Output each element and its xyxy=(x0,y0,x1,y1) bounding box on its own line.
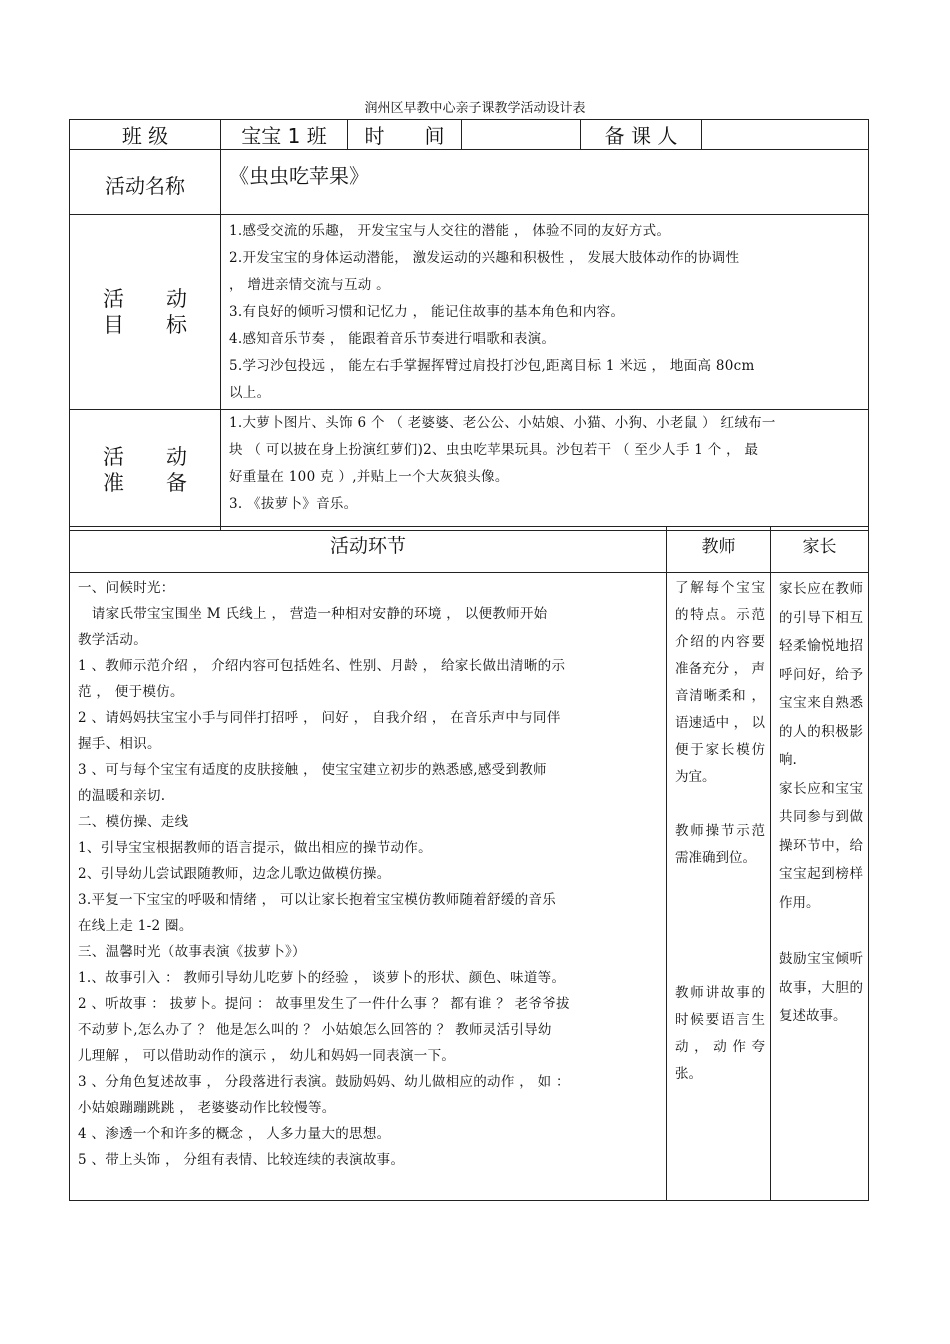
teacher-notes xyxy=(667,573,771,1201)
teacher-note: 了解每个宝宝的特点。示范介绍的内容要准备充分 ， 声音清晰柔和 ， 语速适中 ， 以便于家长模仿为宜。 xyxy=(675,580,765,785)
step-line: 范 ， 便于模仿。 xyxy=(78,684,184,700)
step-line: 三、温馨时光（故事表演《拔萝卜》） xyxy=(78,944,306,960)
prep-line: 块 （ 可以披在身上扮演红萝们)2、虫虫吃苹果玩具。沙包若干 （ 至少人手 1 个 ， 最 xyxy=(229,442,759,458)
spacer xyxy=(779,917,863,945)
section-header-row xyxy=(70,527,869,573)
goal-line: 1.感受交流的乐趣， 开发宝宝与人交往的潜能 ， 体验不同的友好方式。 xyxy=(229,222,671,239)
goals-label-line2: 目 标 xyxy=(103,313,187,337)
goal-line: 3.有良好的倾听习惯和记忆力 ， 能记住故事的基本角色和内容。 xyxy=(229,303,625,320)
step-line: 小姑娘蹦蹦跳跳 ， 老婆婆动作比较慢等。 xyxy=(78,1100,336,1116)
step-line: 二、模仿操、走线 xyxy=(78,814,189,830)
goal-line: 5.学习沙包投远 ， 能左右手掌握挥臂过肩投打沙包,距离目标 1 米远 ， 地面高 80cm xyxy=(229,357,755,374)
parent-note: 鼓励宝宝倾听故事，大胆的复述故事。 xyxy=(779,951,863,1024)
prep-content xyxy=(221,410,869,531)
plan-info-table xyxy=(69,119,869,531)
step-line: 4 、渗透一个和许多的概念 ， 人多力量大的思想。 xyxy=(78,1126,391,1142)
step-line: 一、问候时光： xyxy=(78,580,175,596)
step-line: 握手、相识。 xyxy=(78,736,161,752)
prep-line: 3. 《拔萝卜》音乐。 xyxy=(229,496,358,512)
step-line: 在线上走 1-2 圈。 xyxy=(78,918,193,934)
time-label: 时 间 xyxy=(348,120,462,150)
step-line: 3 、可与每个宝宝有适度的皮肤接触 ， 使宝宝建立初步的熟悉感,感受到教师 xyxy=(78,762,547,778)
activity-name-label: 活动名称 xyxy=(70,150,221,215)
preparer-label: 备 课 人 xyxy=(581,120,702,150)
prep-line: 1.大萝卜图片、头饰 6 个 （ 老婆婆、老公公、小姑娘、小猫、小狗、小老鼠 ） 红绒布一 xyxy=(229,415,776,431)
time-value xyxy=(462,120,581,150)
step-line: 5 、带上头饰 ， 分组有表情、比较连续的表演故事。 xyxy=(78,1152,405,1168)
step-line: 1.、故事引入 ： 教师引导幼儿吃萝卜的经验 ， 谈萝卜的形状、颜色、味道等。 xyxy=(78,970,566,986)
goal-line: 2.开发宝宝的身体运动潜能， 激发运动的兴趣和积极性 ， 发展大肢体动作的协调性 xyxy=(229,249,740,266)
goals-row xyxy=(70,215,869,410)
preparer-value xyxy=(702,120,869,150)
activity-name-value: 《虫虫吃苹果》 xyxy=(221,150,869,215)
step-line: 3.平复一下宝宝的呼吸和情绪 ， 可以让家长抱着宝宝模仿教师随着舒缓的音乐 xyxy=(78,892,557,908)
step-line: 1、引导宝宝根据教师的语言提示，做出相应的操节动作。 xyxy=(78,840,432,856)
goal-line: ， 增进亲情交流与互动 。 xyxy=(229,276,390,293)
step-line: 3 、分角色复述故事 ， 分段落进行表演。鼓励妈妈、幼儿做相应的动作 ， 如 ： xyxy=(78,1074,570,1090)
prep-label xyxy=(70,410,221,531)
document-title: 润州区早教中心亲子课教学活动设计表 xyxy=(364,101,586,116)
parent-header: 家长 xyxy=(771,527,869,573)
step-line: 不动萝卜,怎么办了 ？ 他是怎么叫的 ？ 小姑娘怎么回答的 ？ 教师灵活引导幼 xyxy=(78,1022,552,1038)
steps-content-row xyxy=(70,573,869,1201)
prep-label-line2: 准 备 xyxy=(103,471,187,495)
class-label: 班 级 xyxy=(70,120,221,150)
steps-content xyxy=(70,573,667,1201)
step-line: 2 、请妈妈扶宝宝小手与同伴打招呼 ， 问好 ， 自我介绍 ， 在音乐声中与同伴 xyxy=(78,710,561,726)
teacher-header: 教师 xyxy=(667,527,771,573)
step-line: 2 、听故事 ： 拔萝卜。提问 ： 故事里发生了一件什么事 ？ 都有谁 ？ 老爷爷拔 xyxy=(78,996,570,1012)
goals-label xyxy=(70,215,221,410)
prep-row xyxy=(70,410,869,531)
step-line: 教学活动。 xyxy=(78,632,147,648)
parent-note: 家长应在教师的引导下相互轻柔愉悦地招呼问好，给予宝宝来自熟悉的人的积极影响. xyxy=(779,581,863,768)
step-line: 的温暖和亲切. xyxy=(78,788,166,804)
activity-steps-table xyxy=(69,526,869,1201)
header-row xyxy=(70,120,869,150)
class-value: 宝宝 1 班 xyxy=(221,120,348,150)
activity-name-row xyxy=(70,150,869,215)
goal-line: 4.感知音乐节奏 ， 能跟着音乐节奏进行唱歌和表演。 xyxy=(229,330,556,347)
prep-label-line1: 活 动 xyxy=(103,445,187,469)
step-line: 2、引导幼儿尝试跟随教师，边念儿歌边做模仿操。 xyxy=(78,866,391,882)
goals-label-line1: 活 动 xyxy=(103,287,187,311)
teacher-note: 教师操节示范需准确到位。 xyxy=(675,823,765,866)
goals-content xyxy=(221,215,869,410)
prep-line: 好重量在 100 克 ）,并贴上一个大灰狼头像。 xyxy=(229,469,509,485)
parent-note: 家长应和宝宝共同参与到做操环节中，给宝宝起到榜样作用。 xyxy=(779,780,863,911)
step-line: 儿理解 ， 可以借助动作的演示 ， 幼儿和妈妈一同表演一下。 xyxy=(78,1048,456,1064)
spacer xyxy=(675,872,765,980)
parent-notes xyxy=(771,573,869,1201)
goal-line: 以上。 xyxy=(229,384,271,401)
steps-header: 活动环节 xyxy=(70,527,667,573)
teacher-note: 教师讲故事的时候要语言生动，动作夸张。 xyxy=(675,985,765,1082)
step-line: 请家氏带宝宝围坐 M 氏线上 ， 营造一种相对安静的环境 ， 以便教师开始 xyxy=(78,606,548,622)
step-line: 1 、教师示范介绍 ， 介绍内容可包括姓名、性别、月龄 ， 给家长做出清晰的示 xyxy=(78,658,566,674)
spacer xyxy=(675,791,765,818)
